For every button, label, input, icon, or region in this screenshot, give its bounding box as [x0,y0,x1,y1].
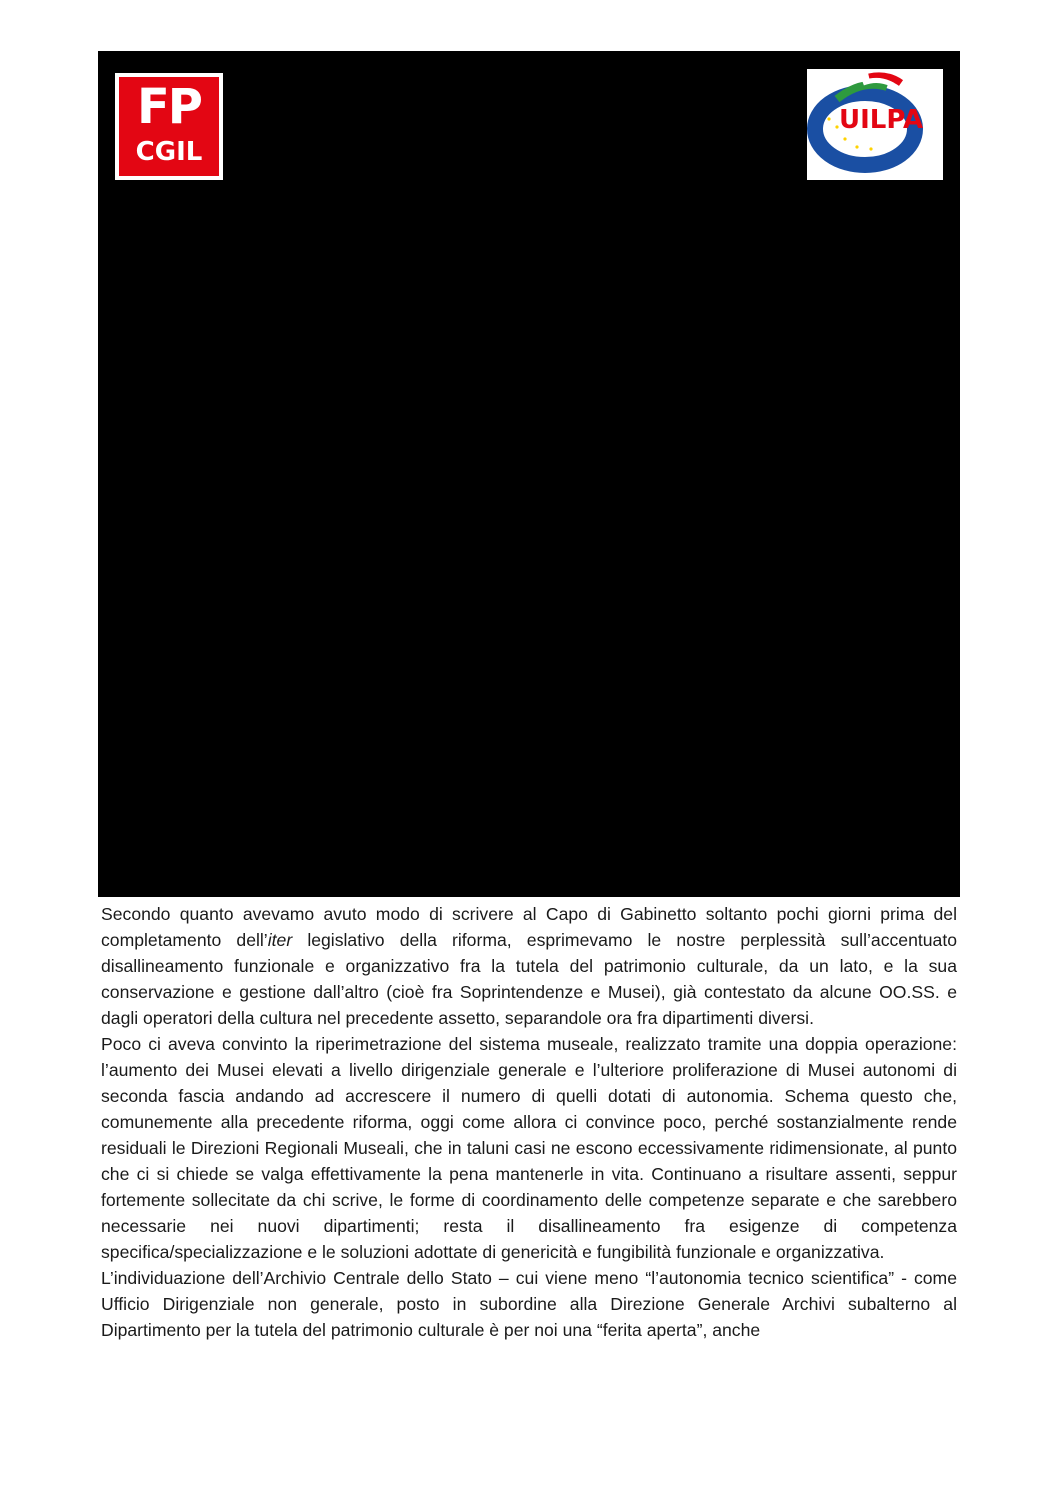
uilpa-logo-text: UILPA [839,105,924,135]
fp-cgil-logo-badge [119,77,219,176]
paragraph-3: L’individuazione dell’Archivio Centrale dello Stato – cui viene meno “l’autonomia tecnico scientifica” - come Ufficio Dirigenziale non generale, posto in subordine alla Direzione Generale Archivi subalterno al Dipartimento per la tutela del patrimonio culturale è per noi una “ferita aperta”, anche [101,1268,957,1340]
paragraph-1 [101,901,957,1031]
fp-cgil-logo-line2: CGIL [135,137,203,167]
paragraph-2: Poco ci aveva convinto la riperimetrazione del sistema museale, realizzato tramite una doppia operazione: l’aumento dei Musei elevati a livello dirigenziale generale e l’ulteriore proliferazione di Musei autonomi di seconda fascia andando ad accrescere il numero di quelli dotati di autonomia. Schema questo che, comunemente alla precedente riforma, oggi come allora ci convince poco, perché sostanzialmente rende residuali le Direzioni Regionali Museali, che in taluni casi ne escono eccessivamente ridimensionate, al punto che ci si chiede se valga effettivamente la pena mantenerle in vita. Continuano a risultare assenti, seppur fortemente sollecitate da chi scrive, le forme di coordinamento delle competenze separate e che sarebbero necessarie nei nuovi dipartimenti; resta il disallineamento fra esigenze di competenza specifica/specializzazione e le soluzioni adottate di genericità e fungibilità funzionale e organizzativa. [101,1034,957,1262]
uilpa-logo [807,69,943,180]
paragraph-1-start: Secondo quanto avevamo avuto modo di scrivere al Capo di Gabinetto soltanto pochi giorni prima del completamento dell’ [101,904,957,950]
paragraph-1-end: legislativo della riforma, esprimevamo le nostre perplessità sull’accentuato disallineamento funzionale e organizzativo fra la tutela del patrimonio culturale, da un lato, e la sua conservazione e gestione dall’altro (cioè fra Soprintendenze e Musei), già contestato da alcune OO.SS. e dagli operatori della cultura nel precedente assetto, separandole ora fra dipartimenti diversi. [101,930,957,1028]
body-text [101,901,957,1343]
paragraph-1-italic: iter [267,930,293,950]
fp-cgil-logo-line1: FP [137,79,201,135]
fp-cgil-logo [115,73,223,180]
